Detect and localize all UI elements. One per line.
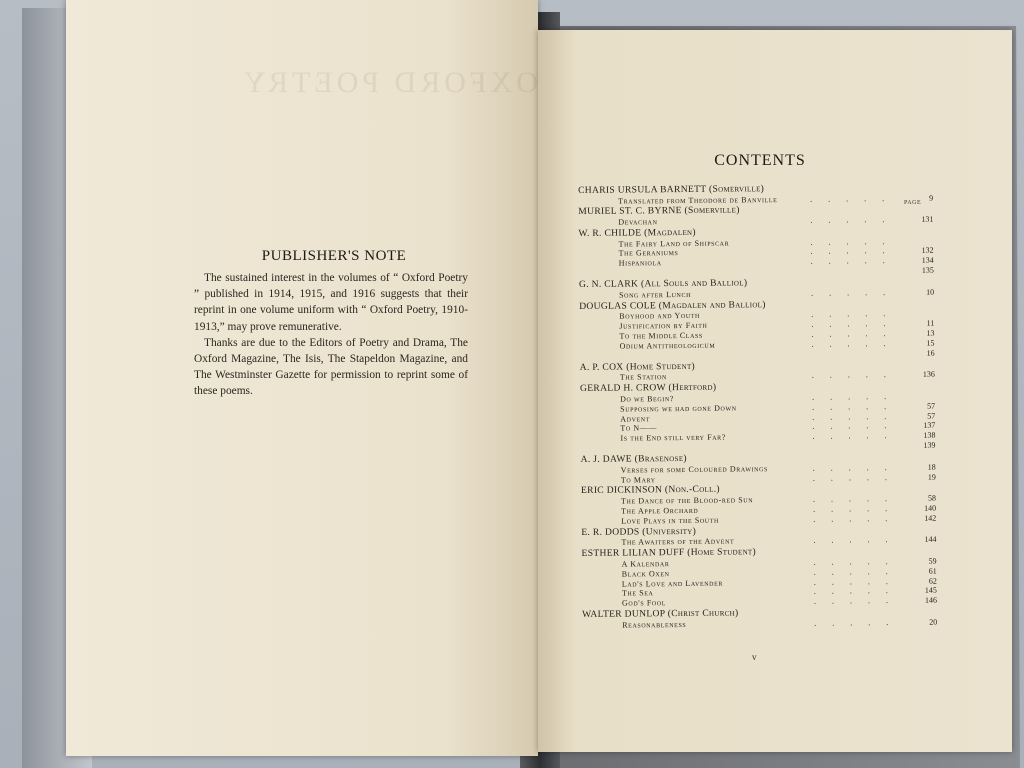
page-column-label: PAGE — [904, 200, 922, 206]
author-name: WALTER DUNLOP — [582, 608, 666, 621]
author-name: W. R. CHILDE — [578, 227, 642, 239]
poem-title: Lad's Love and Lavender — [621, 578, 723, 589]
poem-page-number: 144 — [924, 534, 937, 545]
leader-dots: ..... — [813, 596, 905, 607]
poem-title: The Station — [619, 372, 668, 382]
leader-dots: ..... — [811, 370, 902, 381]
poem-title: Odium Antitheologicum — [619, 340, 716, 351]
leader-dots: ..... — [812, 493, 904, 504]
poem-title: Boyhood and Youth — [619, 311, 700, 321]
author-college: (Somerville) — [708, 183, 765, 195]
leader-dots: ..... — [810, 193, 901, 204]
leader-dots: ..... — [814, 617, 905, 628]
poem-title: Translated from Theodore de Banville — [618, 194, 778, 206]
poem-title: To the Middle Class — [619, 330, 703, 341]
poem-page-number: 134 — [921, 255, 934, 266]
poem-title: Hispaniola — [618, 258, 662, 268]
author-name: CHARIS URSULA BARNETT — [578, 183, 707, 196]
leader-dots: ..... — [810, 246, 901, 257]
poem-page-number: 16 — [926, 348, 935, 358]
leader-dots: ..... — [813, 513, 904, 524]
poem-page-number: 15 — [926, 338, 935, 348]
poem-title: Devachan — [618, 217, 658, 227]
poem-page-number: 57 — [927, 401, 936, 411]
poem-title: Justification by Faith — [619, 320, 708, 331]
poem-title: Song after Lunch — [619, 289, 692, 300]
leader-dots: ..... — [813, 535, 904, 546]
page-folio: v — [752, 652, 757, 662]
publishers-note-heading: PUBLISHER'S NOTE — [261, 248, 407, 264]
poem-page-number: 137 — [923, 420, 936, 431]
poem-title: The Apple Orchard — [621, 505, 699, 516]
leader-dots: ..... — [811, 309, 902, 319]
leader-dots: ..... — [811, 338, 902, 349]
poem-title: Reasonableness — [622, 619, 687, 630]
poem-page-number: 20 — [929, 617, 938, 627]
poem-title: Do we Begin? — [620, 393, 674, 404]
poem-page-number: 136 — [922, 369, 935, 379]
poem-title: Verses for some Coloured Drawings — [620, 463, 769, 475]
author-college: (Magdalen and Balliol) — [658, 298, 766, 311]
leader-dots: ..... — [811, 318, 902, 329]
leader-dots: ..... — [810, 256, 901, 267]
author-college: (Brasenose) — [634, 453, 687, 465]
author-college: (Home Student) — [626, 360, 696, 373]
author-college: (Magdalen) — [644, 226, 696, 239]
author-name: DOUGLAS COLE — [579, 299, 657, 312]
author-college: (Hertford) — [668, 381, 717, 394]
publishers-note-paragraph-2: Thanks are due to the Editors of Poetry and Drama, The Oxford Magazine, The Isis, The Stapeldon Magazine, and The Westminster Gazette for permission to reprint some of these poems. — [194, 336, 468, 398]
leader-dots: ..... — [812, 391, 903, 402]
leader-dots: ..... — [812, 431, 903, 442]
poem-page-number: 58 — [927, 493, 937, 503]
poem-title: To N—— — [620, 423, 657, 434]
poem-page-number: 140 — [924, 503, 937, 513]
poem-page-number: 145 — [924, 586, 937, 596]
poem-page-number: 139 — [923, 440, 936, 450]
leader-dots: ..... — [813, 576, 904, 587]
poem-title: Supposing we had gone Down — [620, 403, 737, 414]
poem-title: God's Fool — [621, 598, 667, 608]
author-name: GERALD H. CROW — [579, 382, 666, 395]
author-name: A. P. COX — [579, 361, 624, 373]
author-name: G. N. CLARK — [578, 278, 639, 291]
author-name: ERIC DICKINSON — [580, 484, 663, 497]
poem-title: A Kalendar — [621, 558, 670, 569]
poem-title: The Sea — [621, 588, 654, 599]
leader-dots: ..... — [812, 421, 903, 432]
poem-page-number: 138 — [923, 430, 936, 440]
poem-title: Black Oxen — [621, 568, 670, 579]
author-college: (University) — [642, 525, 697, 538]
author-name: ESTHER LILIAN DUFF — [581, 547, 685, 560]
poem-title: Is the End still very Far? — [620, 432, 726, 443]
poem-page-number: 142 — [924, 513, 937, 523]
author-college: (Non.-Coll.) — [664, 484, 720, 496]
poem-title: The Geraniums — [618, 248, 679, 259]
leader-dots: ..... — [813, 586, 904, 597]
author-college: (Home Student) — [687, 546, 757, 559]
poem-title: Advent — [620, 413, 651, 424]
leader-dots: ..... — [811, 328, 902, 339]
poem-page-number: 9 — [929, 193, 934, 203]
author-name: E. R. DODDS — [581, 526, 640, 538]
author-college: (All Souls and Balliol) — [640, 277, 748, 290]
author-college: (Christ Church) — [667, 607, 739, 620]
publishers-note-body — [194, 270, 468, 400]
poem-page-number: 11 — [926, 318, 935, 328]
leader-dots: ..... — [810, 236, 901, 247]
leader-dots: ..... — [813, 566, 904, 577]
contents-list — [578, 182, 942, 631]
poem-page-number: 61 — [928, 566, 937, 576]
leader-dots: ..... — [812, 472, 903, 483]
poem-title: Love Plays in the South — [621, 515, 719, 526]
poem-title: The Fairy Land of Shipscar — [618, 238, 730, 249]
leader-dots: ..... — [812, 401, 903, 412]
leader-dots: ..... — [813, 556, 904, 567]
leader-dots: ..... — [812, 462, 903, 473]
poem-page-number: 132 — [921, 246, 934, 256]
poem-page-number: 13 — [926, 328, 935, 338]
leader-dots: ..... — [810, 214, 901, 225]
show-through-text: OXFORD POETRY — [240, 66, 538, 99]
leader-dots: ..... — [812, 411, 903, 422]
author-name: MURIEL ST. C. BYRNE — [578, 205, 682, 218]
poem-page-number: 18 — [927, 462, 936, 472]
poem-page-number: 62 — [928, 576, 937, 586]
poem-title: The Dance of the Blood-red Sun — [620, 495, 754, 506]
poem-page-number: 131 — [921, 214, 934, 224]
poem-page-number: 146 — [924, 595, 938, 606]
leader-dots: ..... — [813, 503, 904, 514]
poem-page-number: 10 — [925, 287, 935, 297]
author-college: (Somerville) — [684, 204, 740, 217]
poem-page-number: 135 — [921, 265, 934, 275]
author-name: A. J. DAWE — [580, 453, 632, 466]
poem-title: The Awaiters of the Advent — [621, 536, 735, 547]
poem-page-number: 59 — [928, 556, 937, 566]
leader-dots: ..... — [811, 287, 902, 298]
contents-heading: CONTENTS — [714, 152, 806, 169]
poem-title: To Mary — [620, 474, 656, 485]
publishers-note-paragraph-1: The sustained interest in the volumes of “ Oxford Poetry ” published in 1914, 1915, and 1916 suggests that their reprint in one volume uniform with “ Oxford Poetry, 1910-1913,” may prove remunerative. — [194, 272, 468, 333]
poem-page-number: 19 — [927, 472, 936, 482]
poem-page-number: 57 — [927, 411, 936, 421]
